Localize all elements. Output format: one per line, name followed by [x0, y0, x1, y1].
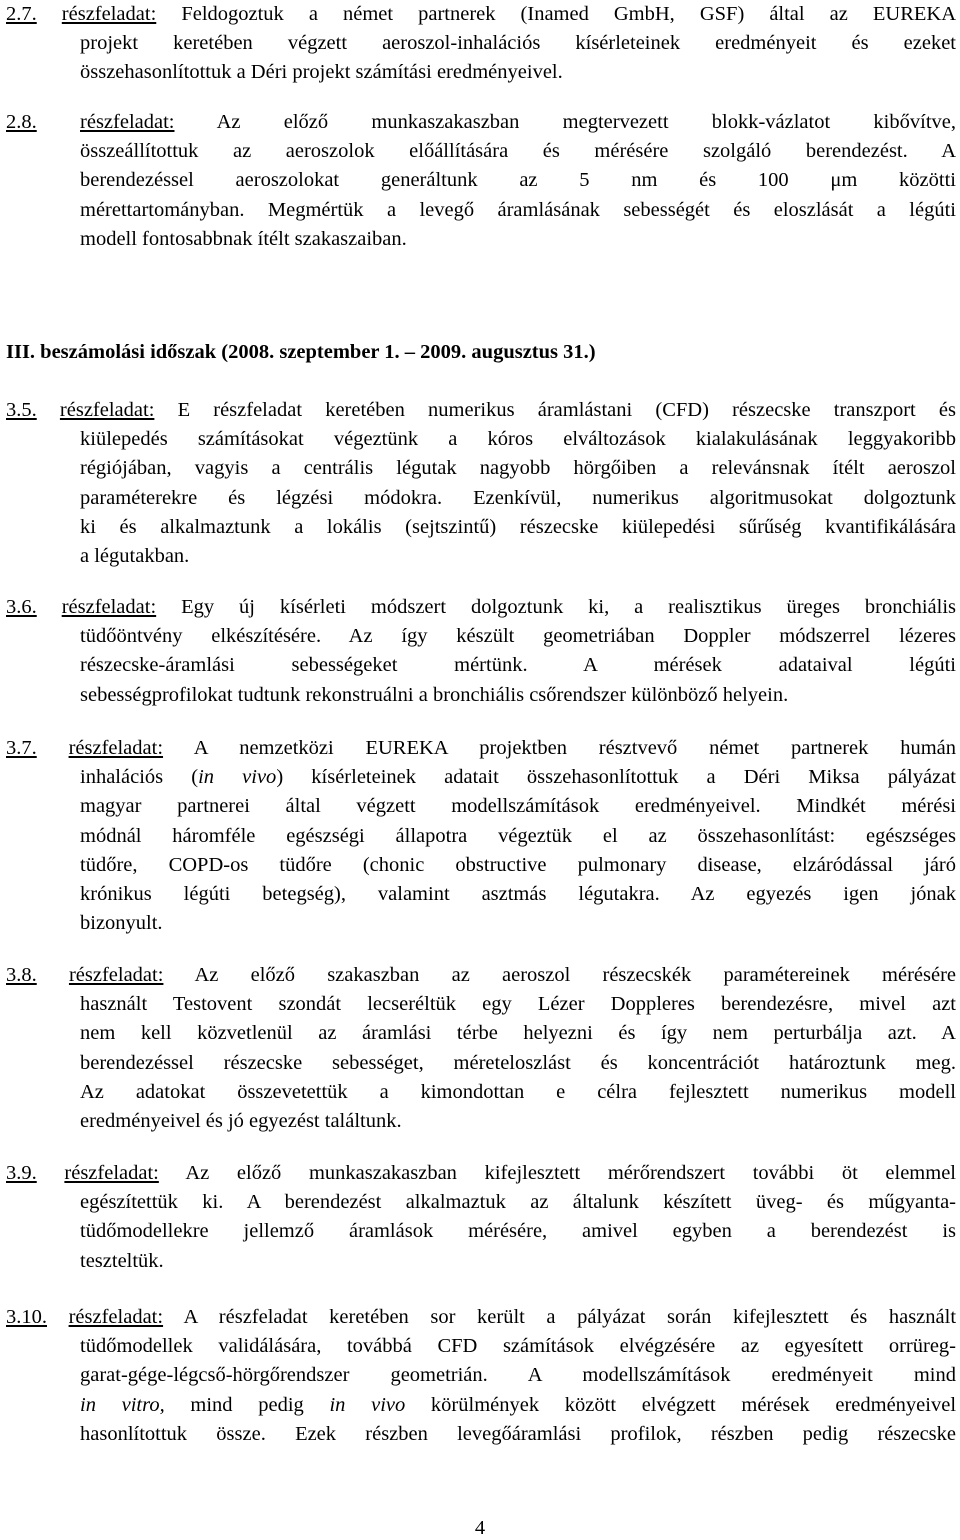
italic-term: in vivo: [329, 1393, 406, 1416]
subtask-label: részfeladat:: [61, 3, 157, 25]
text-fragment: körülmények között elvégzett mérések eredményeivel: [405, 1393, 957, 1416]
text-fragment: mind pedig: [164, 1393, 330, 1416]
subtask-3-9: [6, 1159, 956, 1276]
text-line: ki és alkalmaztunk a lokális (sejtszintű) részecske kiülepedési sűrűség kvantifikálására: [80, 515, 956, 538]
text-line: eredményeivel és jó egyezést találtunk.: [80, 1110, 402, 1133]
subtask-2-7: [6, 0, 956, 88]
subtask-3-5: [6, 396, 956, 571]
text-line: nem kell közvetlenül az áramlási térbe helyezni és így nem perturbálja azt. A: [80, 1022, 956, 1045]
subtask-label: részfeladat:: [68, 1306, 164, 1328]
subtask-number: 3.7.: [6, 737, 37, 759]
text-line: Az adatokat összevetettük a kimondottan e célra fejlesztett numerikus modell: [80, 1080, 956, 1103]
subtask-3-7: [6, 734, 956, 938]
subtask-label: részfeladat:: [68, 737, 164, 759]
text-line: hasonlítottuk össze. Ezek részben levegőáramlási profilok, részben pedig részecske: [80, 1422, 956, 1445]
italic-term: in vivo: [198, 766, 277, 789]
text-line: mérettartományban. Megmértük a levegő áramlásának sebességét és eloszlását a légúti: [80, 198, 956, 221]
text-line: összeállítottuk az aeroszolok előállítására és mérésére szolgáló berendezést. A: [80, 140, 956, 163]
subtask-3-6: [6, 593, 956, 710]
subtask-number: 3.10.: [6, 1306, 47, 1328]
subtask-label: részfeladat:: [61, 596, 157, 618]
subtask-number: 3.6.: [6, 596, 37, 618]
text-line: Feldogoztuk a német partnerek (Inamed GmbH, GSF) által az EUREKA: [181, 3, 957, 25]
text-line: [6, 1391, 956, 1420]
text-line: a légutakban.: [80, 545, 190, 568]
subtask-number: 2.7.: [6, 3, 37, 25]
subtask-label: részfeladat:: [64, 1162, 159, 1184]
subtask-2-8: [6, 108, 956, 254]
subtask-label: részfeladat:: [68, 964, 164, 986]
text-line: Az előző szakaszban az aeroszol részecskék paramétereinek mérésére: [194, 964, 956, 986]
text-line: módnál háromféle egészségi állapotra végeztük el az összehasonlítást: egészséges: [80, 824, 956, 847]
text-line: Az előző munkaszakaszban megtervezett blokk-vázlatot kibővítve,: [216, 111, 956, 133]
subtask-number: 2.8.: [6, 111, 37, 133]
text-line: berendezéssel aeroszolokat generáltunk az 5 nm és 100 μm közötti: [80, 169, 956, 192]
text-line: A nemzetközi EUREKA projektben résztvevő német partnerek humán: [193, 737, 957, 759]
text-line: egészítettük ki. A berendezést alkalmaztuk az általunk készített üveg- és műgyanta-: [80, 1191, 956, 1214]
text-line: tüdőöntvény elkészítésére. Az így készült geometriában Doppler módszerrel lézeres: [80, 625, 956, 648]
subtask-3-10: [6, 1303, 956, 1449]
text-fragment: ) kísérleteinek adatait összehasonlítottuk a Déri Miksa pályázat: [276, 766, 956, 789]
text-line: bizonyult.: [80, 912, 163, 935]
text-line: részecske-áramlási sebességeket mértünk. A mérések adataival légúti: [80, 654, 956, 677]
text-line: [6, 763, 956, 792]
text-line: kiülepedés számításokat végeztünk a kóros elváltozások kialakulásának leggyakoribb: [80, 428, 956, 451]
text-line: Egy új kísérleti módszert dolgoztunk ki, a realisztikus üreges bronchiális: [181, 596, 956, 618]
text-line: modell fontosabbnak ítélt szakaszaiban.: [80, 227, 407, 250]
text-line: projekt keretében végzett aeroszol-inhalációs kísérleteinek eredményeit és ezeket: [80, 32, 956, 55]
subtask-3-8: [6, 961, 956, 1136]
text-line: használt Testovent szondát lecseréltük egy Lézer Doppleres berendezésre, mivel azt: [80, 993, 956, 1016]
subtask-number: 3.9.: [6, 1162, 37, 1184]
text-line: régiójában, vagyis a centrális légutak nagyobb hörgőiben a relevánsnak ítélt aeroszol: [80, 457, 956, 480]
subtask-number: 3.8.: [6, 964, 37, 986]
text-line: paraméterekre és légzési módokra. Ezenkívül, numerikus algoritmusokat dolgoztunk: [80, 486, 956, 509]
text-line: A részfeladat keretében sor került a pályázat során kifejlesztett és használt: [183, 1306, 957, 1328]
text-line: teszteltük.: [80, 1249, 164, 1272]
italic-term: in vitro,: [80, 1393, 165, 1416]
text-line: tüdőmodellek validálására, továbbá CFD számítások elvégzésére az egyesített orrüreg-: [80, 1335, 956, 1358]
text-line: összehasonlítottuk a Déri projekt számítási eredményeivel.: [80, 61, 563, 84]
period-heading: III. beszámolási időszak (2008. szeptember 1. – 2009. augusztus 31.): [6, 341, 596, 363]
subtask-number: 3.5.: [6, 399, 37, 421]
subtask-label: részfeladat:: [59, 399, 155, 421]
text-line: tüdőmodellekre jellemző áramlások mérésére, amivel egyben a berendezést is: [80, 1220, 956, 1243]
subtask-label: részfeladat:: [80, 111, 175, 133]
text-line: garat-gége-légcső-hörgőrendszer geometrián. A modellszámítások eredményeit mind: [80, 1364, 956, 1387]
text-line: E részfeladat keretében numerikus áramlástani (CFD) részecske transzport és: [177, 399, 957, 421]
text-fragment: inhalációs (: [80, 766, 199, 789]
text-line: sebességprofilokat tudtunk rekonstruálni a bronchiális csőrendszer különböző helyein.: [80, 683, 789, 706]
page-number: 4: [474, 1517, 486, 1539]
text-line: tüdőre, COPD-os tüdőre (chonic obstructive pulmonary disease, elzáródással járó: [80, 853, 956, 876]
text-line: krónikus légúti betegség), valamint asztmás légutakra. Az egyezés igen jónak: [80, 883, 956, 906]
text-line: Az előző munkaszakaszban kifejlesztett mérőrendszert további öt elemmel: [185, 1162, 956, 1184]
text-line: berendezéssel részecske sebességet, méreteloszlást és koncentrációt határoztunk meg.: [80, 1051, 956, 1074]
text-line: magyar partnerei által végzett modellszámítások eredményeivel. Mindkét mérési: [80, 795, 956, 818]
